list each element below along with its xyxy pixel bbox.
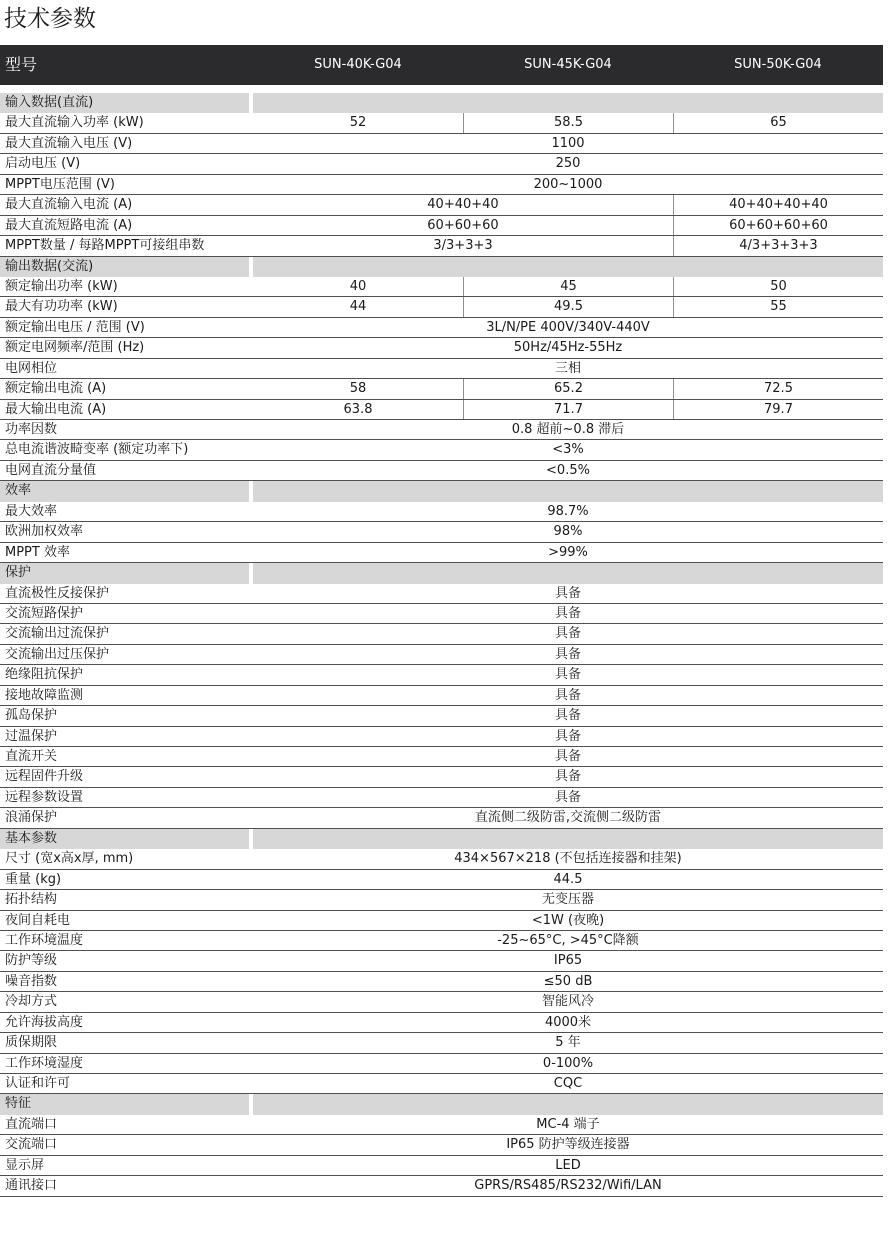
spec-row — [0, 461, 883, 481]
model-name-1: SUN-40K-G04 — [314, 57, 402, 72]
spec-value: 40+40+40 — [427, 197, 499, 213]
spec-row — [0, 911, 883, 931]
spec-row — [0, 400, 883, 420]
spec-label: 最大效率 — [5, 503, 58, 519]
spec-label: 额定电网频率/范围 (Hz) — [5, 340, 145, 356]
spec-label: 交流输出过压保护 — [5, 646, 110, 662]
section-value-band — [253, 93, 883, 113]
spec-value: 具备 — [554, 605, 581, 621]
spec-value: 具备 — [554, 687, 581, 703]
spec-value: 0.8 超前~0.8 滞后 — [511, 422, 625, 437]
spec-value: 79.7 — [673, 400, 883, 419]
spec-value: GPRS/RS485/RS232/Wifi/LAN — [474, 1178, 662, 1194]
spec-value: 无变压器 — [541, 892, 594, 908]
spec-value: 三相 — [554, 360, 581, 376]
spec-row — [0, 379, 883, 399]
section-value-band — [253, 481, 883, 501]
spec-row — [0, 1115, 883, 1135]
spec-value: >99% — [548, 544, 588, 560]
spec-row — [0, 1176, 883, 1196]
spec-value: ≤50 dB — [543, 973, 593, 989]
spec-value: 具备 — [554, 646, 581, 662]
spec-value: 具备 — [554, 789, 581, 805]
spec-label: 过温保护 — [5, 728, 58, 744]
spec-row — [0, 216, 883, 236]
spec-value: 200~1000 — [533, 176, 603, 192]
section-header-row — [0, 257, 883, 277]
spec-value: 65.2 — [463, 379, 673, 398]
spec-label: 最大有功功率 (kW) — [5, 299, 118, 315]
spec-label: 欧洲加权效率 — [5, 524, 84, 540]
spec-label: 绝缘阻抗保护 — [5, 667, 84, 683]
section-header-row — [0, 1094, 883, 1114]
spec-value: 40 — [349, 278, 367, 294]
spec-value: 250 — [555, 156, 581, 172]
spec-label: MPPT电压范围 (V) — [5, 176, 116, 192]
spec-value: 具备 — [554, 728, 581, 744]
spec-value: CQC — [553, 1076, 583, 1091]
section-value-band — [253, 257, 883, 277]
spec-value: 98.7% — [547, 503, 589, 519]
spec-value: 50 — [673, 277, 883, 296]
section-title: 输出数据(交流) — [5, 258, 94, 274]
section-value-band — [253, 563, 883, 583]
spec-label: 最大直流输入电流 (A) — [5, 197, 133, 213]
spec-value: 具备 — [554, 667, 581, 683]
spec-label: 工作环境温度 — [5, 932, 84, 948]
spec-value: 44 — [349, 299, 367, 315]
spec-label: 启动电压 (V) — [5, 156, 81, 172]
section-header-row — [0, 93, 883, 113]
spec-row — [0, 154, 883, 174]
spec-row — [0, 195, 883, 215]
section-title: 保护 — [5, 565, 32, 581]
spec-value: 60+60+60 — [427, 217, 499, 233]
section-header-row — [0, 563, 883, 583]
spec-label: 拓扑结构 — [5, 892, 58, 908]
spec-label: 功率因数 — [5, 422, 58, 437]
spec-label: 防护等级 — [5, 953, 58, 969]
spec-row — [0, 543, 883, 563]
spec-value: 智能风冷 — [541, 994, 594, 1010]
spec-label: 远程参数设置 — [5, 789, 84, 805]
model-name-3: SUN-50K-G04 — [734, 57, 822, 72]
spec-row — [0, 1135, 883, 1155]
spec-label: 总电流谐波畸变率 (额定功率下) — [5, 442, 189, 458]
spec-row — [0, 972, 883, 992]
spec-value: 50Hz/45Hz-55Hz — [513, 340, 623, 356]
spec-label: 最大直流输入电压 (V) — [5, 135, 133, 151]
spec-row — [0, 645, 883, 665]
spec-row — [0, 134, 883, 154]
spec-value: MC-4 端子 — [536, 1116, 600, 1132]
spec-label: 夜间自耗电 — [5, 912, 71, 928]
spec-row — [0, 175, 883, 195]
spec-label: 直流端口 — [5, 1116, 58, 1132]
spec-value: LED — [555, 1157, 581, 1173]
spec-value: <1W (夜晚) — [531, 912, 605, 928]
spec-value: 63.8 — [343, 401, 373, 417]
section-header-row — [0, 481, 883, 501]
spec-row — [0, 440, 883, 460]
spec-value: 44.5 — [553, 871, 583, 887]
spec-row — [0, 931, 883, 951]
spec-value: 49.5 — [463, 297, 673, 316]
spec-row — [0, 1013, 883, 1033]
spec-label: 尺寸 (宽x高x厚, mm) — [5, 851, 134, 867]
spec-row — [0, 727, 883, 747]
spec-row — [0, 318, 883, 338]
spec-table — [0, 93, 883, 1197]
spec-label: 交流输出过流保护 — [5, 626, 110, 642]
page-title: 技术参数 — [4, 6, 96, 32]
spec-value: 4/3+3+3+3 — [673, 236, 883, 255]
spec-label: 额定输出电流 (A) — [5, 381, 107, 397]
spec-row — [0, 502, 883, 522]
spec-label: 最大直流短路电流 (A) — [5, 217, 133, 233]
spec-row — [0, 584, 883, 604]
spec-label: 允许海拔高度 — [5, 1014, 84, 1030]
spec-value: -25~65°C, >45°C降额 — [497, 932, 639, 948]
spec-value: 72.5 — [673, 379, 883, 398]
spec-row — [0, 1074, 883, 1094]
spec-label: 噪音指数 — [5, 973, 58, 989]
spec-label: 电网直流分量值 — [5, 462, 97, 478]
section-title: 效率 — [5, 483, 32, 499]
spec-row — [0, 951, 883, 971]
spec-row — [0, 706, 883, 726]
spec-label: 浪涌保护 — [5, 810, 58, 826]
spec-label: 额定输出电压 / 范围 (V) — [5, 319, 145, 335]
spec-row — [0, 849, 883, 869]
section-title: 输入数据(直流) — [5, 95, 94, 110]
spec-value: 具备 — [554, 708, 581, 724]
spec-value: 40+40+40+40 — [673, 195, 883, 214]
spec-row — [0, 1156, 883, 1176]
spec-value: 1100 — [551, 135, 585, 151]
spec-label: 最大输出电流 (A) — [5, 401, 107, 417]
spec-row — [0, 420, 883, 440]
spec-label: 直流开关 — [5, 749, 58, 764]
spec-value: 5 年 — [555, 1035, 581, 1051]
spec-value: IP65 防护等级连接器 — [506, 1137, 630, 1153]
spec-row — [0, 890, 883, 910]
spec-label: MPPT数量 / 每路MPPT可接组串数 — [5, 238, 205, 254]
section-header-row — [0, 829, 883, 849]
spec-label: 交流短路保护 — [5, 605, 84, 621]
spec-value: 直流侧二级防雷,交流侧二级防雷 — [474, 810, 662, 826]
spec-row — [0, 665, 883, 685]
spec-row — [0, 604, 883, 624]
spec-label: 最大直流输入功率 (kW) — [5, 115, 144, 131]
spec-row — [0, 277, 883, 297]
spec-value: <3% — [552, 442, 584, 458]
spec-row — [0, 624, 883, 644]
spec-label: 显示屏 — [5, 1157, 45, 1173]
spec-value: 65 — [673, 113, 883, 132]
spec-label: 通讯接口 — [5, 1178, 58, 1194]
model-name-2: SUN-45K-G04 — [524, 57, 612, 72]
spec-row — [0, 359, 883, 379]
spec-row — [0, 297, 883, 317]
spec-row — [0, 338, 883, 358]
spec-value: 4000米 — [544, 1014, 592, 1030]
model-header-bar — [0, 45, 883, 85]
spec-value: <0.5% — [546, 462, 590, 478]
spec-row — [0, 992, 883, 1012]
spec-value: 具备 — [554, 626, 581, 642]
spec-label: 孤岛保护 — [5, 708, 58, 724]
spec-row — [0, 1033, 883, 1053]
spec-label: 质保期限 — [5, 1035, 58, 1051]
spec-value: 434×567×218 (不包括连接器和挂架) — [454, 851, 682, 867]
spec-value: IP65 — [553, 953, 583, 969]
spec-label: 工作环境湿度 — [5, 1055, 84, 1071]
section-value-band — [253, 829, 883, 849]
spec-value: 60+60+60+60 — [673, 216, 883, 235]
spec-value: 3/3+3+3 — [433, 238, 493, 254]
spec-label: 直流极性反接保护 — [5, 585, 110, 601]
spec-row — [0, 236, 883, 256]
spec-label: 额定输出功率 (kW) — [5, 278, 118, 294]
spec-label: 电网相位 — [5, 360, 58, 376]
spec-row — [0, 767, 883, 787]
spec-label: 接地故障监测 — [5, 687, 84, 703]
spec-value: 0-100% — [542, 1055, 594, 1071]
spec-value: 58 — [349, 381, 367, 397]
model-label: 型号 — [5, 55, 38, 74]
spec-row — [0, 113, 883, 133]
spec-label: 认证和许可 — [5, 1076, 71, 1091]
spec-row — [0, 1054, 883, 1074]
spec-row — [0, 870, 883, 890]
spec-value: 58.5 — [463, 113, 673, 132]
section-title: 基本参数 — [5, 830, 58, 846]
spec-label: 交流端口 — [5, 1137, 58, 1153]
spec-label: MPPT 效率 — [5, 544, 70, 560]
section-value-band — [253, 1094, 883, 1114]
spec-value: 具备 — [554, 769, 581, 785]
spec-row — [0, 747, 883, 767]
spec-row — [0, 686, 883, 706]
spec-value: 3L/N/PE 400V/340V-440V — [486, 319, 650, 335]
spec-value: 71.7 — [463, 400, 673, 419]
spec-value: 98% — [553, 524, 583, 540]
section-title: 特征 — [5, 1096, 32, 1112]
spec-value: 具备 — [554, 749, 581, 764]
spec-label: 冷却方式 — [5, 994, 58, 1010]
spec-row — [0, 788, 883, 808]
spec-value: 45 — [463, 277, 673, 296]
spec-label: 远程固件升级 — [5, 769, 84, 785]
spec-row — [0, 522, 883, 542]
spec-label: 重量 (kg) — [5, 871, 62, 887]
spec-value: 55 — [673, 297, 883, 316]
spec-row — [0, 808, 883, 828]
spec-value: 52 — [349, 115, 367, 131]
spec-value: 具备 — [554, 585, 581, 601]
